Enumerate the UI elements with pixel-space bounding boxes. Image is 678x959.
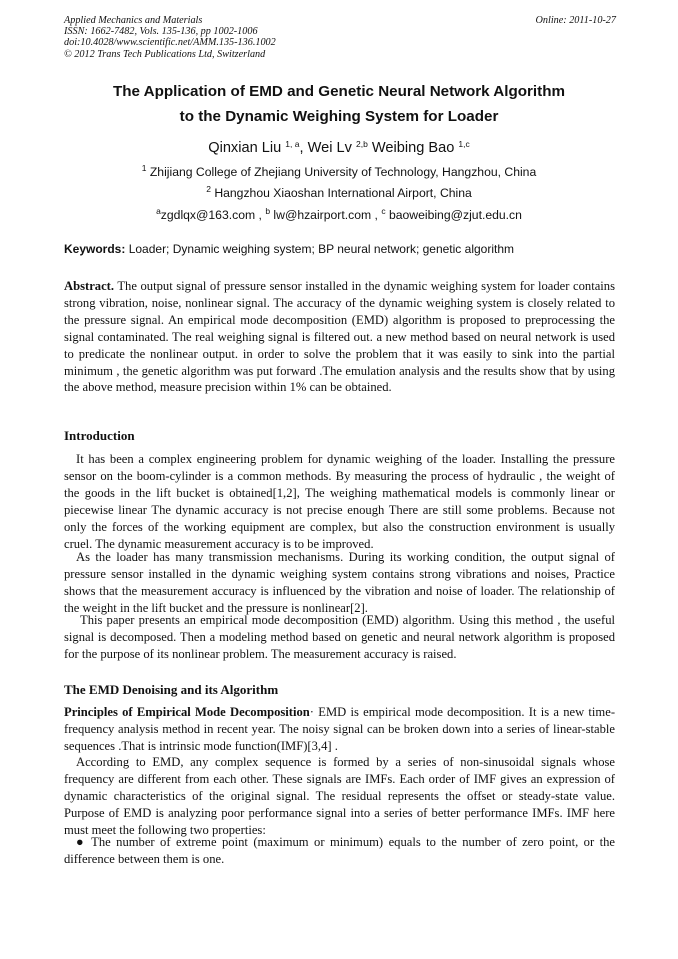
email-a-mark: a: [156, 206, 161, 216]
author-3-affiliation-mark: 1,c: [458, 139, 470, 149]
introduction-paragraph-1: It has been a complex engineering problem for dynamic weighing of the loader. Installing the pressure sensor on the boom-cylinder is a common methods. By measuring the process of hydraulic , the weight of the goods in the lift bucket is obtained[1,2], The weighing mathematical models is commonly linear or piecewise linear The dynamic accuracy is not precise enough There are still some problems. Because not only the forces of the working equipment are complex, but also the construction environment is usually cruel. The dynamic measurement accuracy is to be improved.: [64, 452, 615, 551]
author-list: [0, 140, 678, 156]
abstract-text: The output signal of pressure sensor installed in the dynamic weighing system for loader contains strong vibration, noise, nonlinear signal. The accuracy of the dynamic weighing system is closely related to the pressure signal. An empirical mode decomposition (EMD) algorithm is proposed to preprocessing the signal contaminated. The real weighing signal is filtered out. a new method based on neural network is used to predicate the nonlinear output. in order to solve the problem that it was easily to sink into the partial minimum , the genetic algorithm was put forward .The emulation analysis and the results show that by using the above method, measure precision within 1% can be obtained.: [64, 279, 615, 395]
paper-title-line-1: The Application of EMD and Genetic Neural Network Algorithm: [112, 83, 565, 100]
journal-copyright: © 2012 Trans Tech Publications Ltd, Switzerland: [64, 48, 266, 60]
affiliation-1-text: Zhijiang College of Zhejiang University of Technology, Hangzhou, China: [146, 165, 537, 179]
abstract: [64, 278, 615, 396]
author-1-affiliation-mark: 1, a: [285, 139, 300, 149]
journal-header: [64, 15, 276, 60]
introduction-heading: Introduction: [64, 428, 135, 443]
affiliation-1: [0, 165, 678, 179]
emd-paragraph-1: [64, 704, 615, 755]
author-2-name: , Wei Lv: [299, 140, 356, 156]
email-list: [0, 208, 678, 222]
emd-section-heading: The EMD Denoising and its Algorithm: [64, 682, 279, 697]
email-c: baoweibing@zjut.edu.cn: [385, 208, 522, 222]
journal-doi: doi:10.4028/www.scientific.net/AMM.135-136.1002: [64, 37, 276, 49]
online-date: Online: 2011-10-27: [535, 15, 616, 26]
keywords: [64, 242, 617, 256]
affiliation-2-text: Hangzhou Xiaoshan International Airport, China: [210, 186, 472, 200]
keywords-label: Keywords:: [64, 242, 126, 256]
email-b: lw@hzairport.com ,: [270, 208, 382, 222]
email-b-mark: b: [265, 206, 271, 216]
affiliation-2-mark: 2: [206, 184, 211, 194]
emd-paragraph-2: According to EMD, any complex sequence is formed by a series of non-sinusoidal signals whose frequency are different from each other. These signals are IMFs. Each order of IMF gives an expression of dynamic characteristics of the original signal. The residual represents the offset or steady-state value. Purpose of EMD is analyzing poor performance signal into a series of better performance IMFs. IMF here must meet the following two properties:: [64, 755, 615, 837]
affiliation-2: [0, 186, 678, 200]
introduction-paragraph-3: This paper presents an empirical mode decomposition (EMD) algorithm. Using this method , the useful signal is decomposed. Then a modeling method based on genetic and neural network algorithm is proposed for the purpose of its nonlinear problem. The measurement accuracy is raised.: [64, 613, 615, 661]
emd-property-bullet-1: [64, 834, 615, 868]
author-3-name: Weibing Bao: [367, 140, 459, 156]
author-2-affiliation-mark: 2,b: [356, 139, 368, 149]
journal-name: Applied Mechanics and Materials: [64, 15, 203, 26]
bullet-icon: ●: [76, 835, 86, 849]
author-1-name: Qinxian Liu: [208, 140, 286, 156]
paper-title-line-2: to the Dynamic Weighing System for Loader: [179, 108, 499, 125]
emd-paragraph-1-text: · EMD is empirical mode decomposition. It is a new time-frequency analysis method in recent year. The noisy signal can be broken down into a series of linear-stable sequences .That is intrinsic mode function(IMF)[3,4] .: [64, 705, 616, 753]
abstract-label: Abstract.: [64, 279, 115, 293]
keywords-text: Loader; Dynamic weighing system; BP neural network; genetic algorithm: [125, 242, 514, 256]
journal-issn: ISSN: 1662-7482, Vols. 135-136, pp 1002-1006: [64, 26, 258, 38]
affiliation-1-mark: 1: [141, 163, 147, 173]
email-c-mark: c: [381, 206, 386, 216]
introduction-paragraph-2: As the loader has many transmission mechanisms. During its working condition, the output signal of pressure sensor installed in the dynamic weighing system contains strong vibrations and noises, Practice shows that the measurement accuracy is influenced by the vibration and noise of loader. The relationship of the weight in the lift bucket and the pressure is nonlinear[2].: [64, 550, 615, 615]
emd-principles-label: Principles of Empirical Mode Decomposition: [64, 705, 310, 719]
emd-property-1-text: The number of extreme point (maximum or minimum) equals to the number of zero point, or the difference between them is one.: [64, 835, 615, 866]
email-a: zgdlqx@163.com ,: [160, 208, 266, 222]
